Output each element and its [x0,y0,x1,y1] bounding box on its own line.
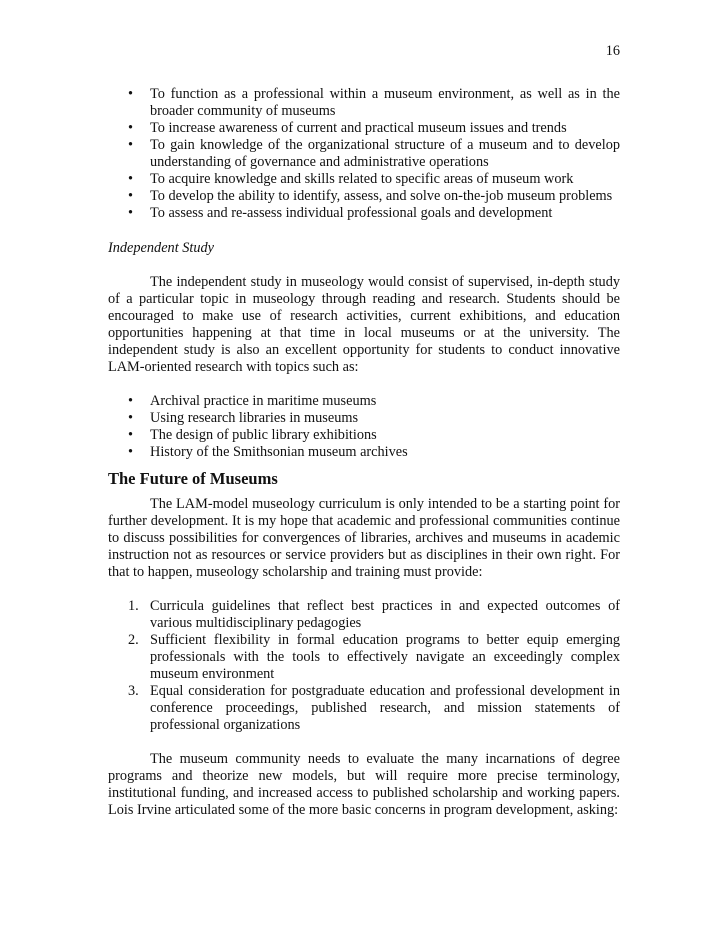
list-item-text: To develop the ability to identify, assess, and solve on-the-job museum problems [150,188,613,204]
list-item [108,171,620,188]
bullet-icon: • [128,86,134,102]
page-number: 16 [605,43,620,59]
future-paragraph-1: The LAM-model museology curriculum is only intended to be a starting point for further development. It is my hope that academic and professional communities continue to discuss possibilities for convergences of libraries, archives and museums in academic instruction not as resources or service providers but as disciplines in their own right. For that to happen, museology scholarship and training must provide: [108,496,620,580]
list-item [108,188,620,205]
numbered-item [108,598,620,632]
list-item [108,205,620,222]
list-item-text: To acquire knowledge and skills related to specific areas of museum work [150,171,574,187]
spacer [108,734,620,751]
list-item-text: To gain knowledge of the organizational structure of a museum and to develop understanding of governance and administrative operations [150,137,620,170]
bullet-icon: • [128,393,134,409]
page-content [108,86,620,819]
list-item-text: Archival practice in maritime museums [150,393,377,409]
bullet-icon: • [128,137,134,153]
list-item-text: To function as a professional within a museum environment, as well as in the broader community of museums [150,86,620,119]
spacer [108,376,620,393]
objectives-list [108,86,620,222]
list-item-text: To assess and re-assess individual professional goals and development [150,205,553,221]
independent-study-heading: Independent Study [108,240,214,256]
spacer [108,257,620,274]
bullet-icon: • [128,205,134,221]
list-item-text: Using research libraries in museums [150,410,359,426]
requirements-list [108,598,620,734]
bullet-icon: • [128,444,134,460]
list-item [108,410,620,427]
future-of-museums-heading: The Future of Museums [108,469,278,488]
list-item [108,427,620,444]
independent-study-paragraph: The independent study in museology would consist of supervised, in-depth study of a particular topic in museology through reading and research. Students should be encouraged to make use of research activities, current exhibitions, and education opportunities happening at that time in local museums or at the university. The independent study is also an excellent opportunity for students to conduct innovative LAM-oriented research with topics such as: [108,274,620,375]
research-topics-list [108,393,620,461]
numbered-item-text: Equal consideration for postgraduate education and professional development in conference proceedings, published research, and mission statements of professional organizations [150,683,620,733]
list-item-text: To increase awareness of current and practical museum issues and trends [150,120,567,136]
list-item-text: The design of public library exhibitions [150,427,377,443]
list-item [108,120,620,137]
numbered-item [108,632,620,683]
future-paragraph-2: The museum community needs to evaluate the many incarnations of degree programs and theorize new models, but will require more precise terminology, institutional funding, and increased access to published scholarship and working papers. Lois Irvine articulated some of the more basic concerns in program development, asking: [108,751,620,818]
bullet-icon: • [128,427,134,443]
list-item [108,393,620,410]
item-number: 2. [128,632,139,648]
bullet-icon: • [128,410,134,426]
spacer [108,581,620,598]
bullet-icon: • [128,171,134,187]
numbered-item [108,683,620,734]
numbered-item-text: Curricula guidelines that reflect best practices in and expected outcomes of various multidisciplinary pedagogies [150,598,620,631]
list-item [108,86,620,120]
list-item [108,137,620,171]
list-item [108,444,620,461]
list-item-text: History of the Smithsonian museum archives [150,444,408,460]
numbered-item-text: Sufficient flexibility in formal education programs to better equip emerging professionals with the tools to effectively navigate an exceedingly complex museum environment [150,632,620,682]
bullet-icon: • [128,120,134,136]
item-number: 3. [128,683,139,699]
item-number: 1. [128,598,139,614]
bullet-icon: • [128,188,134,204]
